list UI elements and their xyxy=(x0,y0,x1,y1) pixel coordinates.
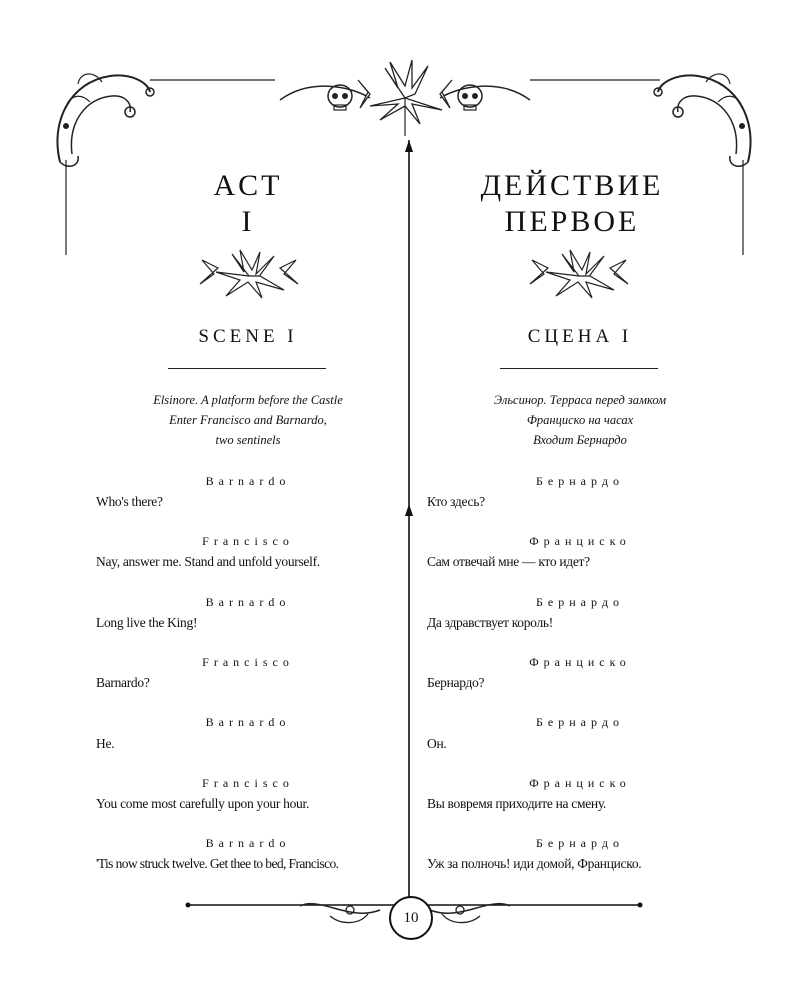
speaker-name: Бернардо xyxy=(536,715,624,729)
dialogue-line: Уж за полночь! иди домой, Франциско. xyxy=(427,856,642,871)
speaker-name: Франциско xyxy=(529,534,631,548)
dialogue-line: Да здравствует король! xyxy=(427,615,553,630)
stage-direction-right: Эльсинор. Терраса перед замком Франциско на часах Входит Бернардо xyxy=(493,393,667,447)
scene-title-right: СЦЕНА I xyxy=(527,326,633,347)
dialogue-line: Who's there? xyxy=(96,494,163,509)
act-title-left xyxy=(128,168,368,240)
dialogue-line: He. xyxy=(96,736,115,751)
speaker-name: Бернардо xyxy=(536,474,624,488)
skull-icon xyxy=(328,85,352,110)
speaker-name: Francisco xyxy=(202,534,294,548)
speaker-name: Бернардо xyxy=(536,836,624,850)
skull-icon xyxy=(458,85,482,110)
scene-rule-right xyxy=(500,368,658,369)
dialogue-line: Вы вовремя приходите на смену. xyxy=(427,796,606,811)
dialogue-line: Nay, answer me. Stand and unfold yourself. xyxy=(96,554,320,569)
speaker-name: Barnardo xyxy=(205,836,291,850)
skull-lily-ornament xyxy=(270,58,540,138)
stage-direction-left: Elsinore. A platform before the Castle Enter Francisco and Barnardo, two sentinels xyxy=(153,393,343,447)
corner-flourish-left xyxy=(50,62,160,182)
speaker-name: Barnardo xyxy=(205,595,291,609)
dialogue-line: Кто здесь? xyxy=(427,494,485,509)
corner-flourish-right xyxy=(648,62,758,182)
act-number: ПЕРВОЕ xyxy=(504,205,640,238)
dialogue-line: Сам отвечай мне — кто идет? xyxy=(427,554,590,569)
dialogue-line: You come most carefully upon your hour. xyxy=(96,796,310,811)
dialogue-line: Бернардо? xyxy=(427,675,485,690)
scene-rule-left xyxy=(168,368,326,369)
act-label: ACT xyxy=(213,169,283,202)
speaker-name: Barnardo xyxy=(205,715,291,729)
dialogue-line: Long live the King! xyxy=(96,615,198,630)
dialogue-line: Barnardo? xyxy=(96,675,150,690)
act-title-right xyxy=(452,168,692,240)
speaker-name: Barnardo xyxy=(205,474,291,488)
scene-title-left: SCENE I xyxy=(198,326,298,347)
act-label: ДЕЙСТВИЕ xyxy=(480,169,664,202)
act-number: I xyxy=(241,205,255,238)
speaker-name: Francisco xyxy=(202,776,294,790)
page-number-badge xyxy=(389,896,433,940)
speaker-name: Бернардо xyxy=(536,595,624,609)
speaker-name: Франциско xyxy=(529,776,631,790)
page-number: 10 xyxy=(403,909,419,926)
speaker-name: Франциско xyxy=(529,655,631,669)
dialogue-line: Он. xyxy=(427,736,447,751)
lily-ornament-right xyxy=(526,250,632,300)
dialogue-line: 'Tis now struck twelve. Get thee to bed, Francisco. xyxy=(96,856,339,871)
lily-ornament-left xyxy=(196,250,302,300)
speaker-name: Francisco xyxy=(202,655,294,669)
